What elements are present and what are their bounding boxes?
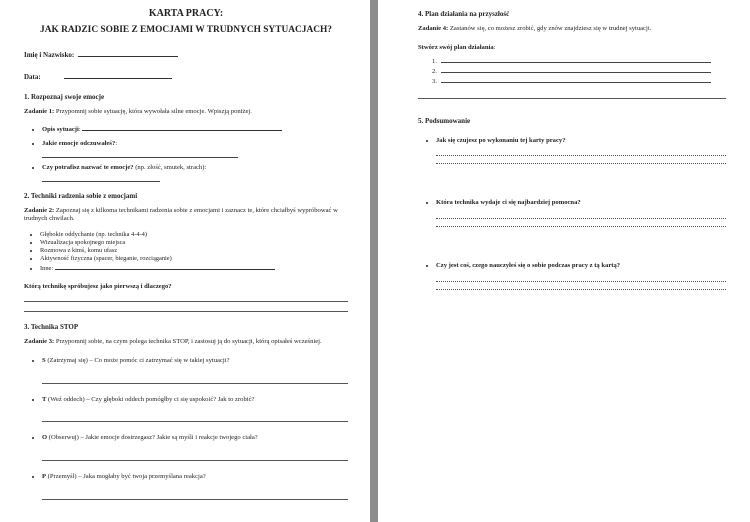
task-4-text: Zastanów się, co możesz zrobić, gdy znów znajdziesz się w trudnej sytuacji. — [449, 25, 652, 32]
section-5-heading: 5. Podsumowanie — [418, 116, 471, 125]
task-3 — [24, 338, 348, 347]
section-2-question: Którą technikę spróbujesz jako pierwszą i dlaczego? — [24, 283, 172, 291]
plan-label: Stwórz swój plan działania: — [418, 43, 496, 51]
name-field[interactable] — [24, 49, 348, 59]
section-1-heading: 1. Rozpoznaj swoje emocje — [24, 93, 105, 101]
task-3-label: Zadanie 3: — [24, 338, 55, 346]
answer-line[interactable] — [418, 95, 726, 99]
date-label: Data: — [24, 73, 41, 81]
task-4 — [418, 25, 726, 34]
plan-line[interactable] — [441, 67, 711, 73]
summary-question: • Która technika wydaje ci się najbardziej pomocna? — [436, 199, 726, 256]
plan-line[interactable] — [441, 77, 711, 83]
stop-step-p: • P (Przemyśl) – Jaka mogłaby być twoja przemyślana reakcja? — [42, 473, 348, 500]
technique-item[interactable]: • Wizualizacja spokojnego miejsca — [40, 239, 348, 247]
plan-line[interactable] — [441, 57, 711, 63]
task-1-text: Przypomnij sobie sytuację, która wywołała silne emocje. Wpiszją poniżej. — [55, 108, 252, 115]
section-1-prompts — [24, 124, 348, 182]
date-field[interactable] — [24, 71, 348, 81]
answer-line[interactable] — [42, 177, 160, 182]
plan-item[interactable]: 3. — [432, 77, 726, 85]
summary-question: • Jak się czujesz po wykonaniu tej karty pracy? — [436, 137, 726, 194]
task-4-label: Zadanie 4: — [418, 25, 449, 32]
worksheet-page-1 — [0, 0, 370, 522]
task-1-label: Zadanie 1: — [24, 108, 55, 115]
answer-line[interactable] — [42, 457, 348, 461]
prompt-emotions: • Jakie emocje odczuwałeś?: — [42, 140, 348, 158]
plan-list — [418, 57, 726, 85]
answer-line[interactable] — [42, 153, 238, 158]
answer-line[interactable] — [24, 298, 348, 302]
stop-steps — [24, 357, 348, 499]
answer-line[interactable] — [42, 418, 348, 422]
plan-item[interactable]: 2. — [432, 67, 726, 75]
section-3-heading: 3. Technika STOP — [24, 323, 79, 332]
answer-line[interactable] — [436, 285, 726, 290]
task-2-label: Zadanie 2: — [24, 206, 55, 214]
answer-line[interactable] — [436, 222, 726, 227]
section-2-heading: 2. Techniki radzenia sobie z emocjami — [24, 191, 138, 200]
stop-step-s: • S (Zatrzymaj się) – Co może pomóc ci zatrzymać się w takiej sytuacji? — [42, 357, 348, 384]
task-1 — [24, 108, 348, 117]
prompt-situation: • Opis sytuacji: — [42, 124, 348, 135]
answer-line[interactable] — [42, 380, 348, 384]
technique-item[interactable]: • Rozmowa z kimś, komu ufasz — [40, 247, 348, 255]
worksheet-subtitle: JAK RADZIC SOBIE Z EMOCJAMI W TRUDNYCH SYTUACJACH? — [40, 25, 332, 35]
answer-line[interactable] — [82, 124, 282, 131]
worksheet-page-2 — [378, 0, 750, 522]
technique-item[interactable]: • Aktywność fizyczna (spacer, bieganie, rozciąganie) — [40, 255, 348, 263]
task-3-text: Przypomnij sobie, na czym polega technika STOP, i zastosuj ją do sytuacji, którą opisałeś wcześniej. — [55, 338, 322, 346]
name-label: Imię i Nazwisko: — [24, 51, 75, 59]
task-2 — [24, 207, 348, 225]
section-4-heading: 4. Plan działania na przyszłość — [418, 10, 510, 18]
stop-step-o: • O (Obserwuj) – Jakie emocje dostrzegasz? Jakie są myśli i reakcje twojego ciała? — [42, 434, 348, 461]
task-2-text: Zapoznaj się z kilkoma technikami radzenia sobie z emocjami i zaznacz te, które chciałbyś wypróbować w trudnych chwilach. — [24, 206, 338, 223]
other-underline[interactable] — [55, 263, 275, 270]
answer-line[interactable] — [24, 308, 348, 312]
summary-questions — [418, 137, 726, 290]
prompt-name-emotions: • Czy potrafisz nazwać te emocje? (np. złość, smutek, strach): — [42, 164, 348, 182]
answer-line[interactable] — [42, 496, 348, 500]
technique-item[interactable]: • Głębokie oddychanie (np. technika 4-4-4) — [40, 231, 348, 239]
date-underline[interactable] — [64, 71, 172, 79]
stop-step-t: • T (Weź oddech) – Czy głęboki oddech pomógłby ci się uspokoić? Jak to zrobić? — [42, 396, 348, 423]
technique-item-other[interactable]: • Inne: — [40, 263, 348, 273]
name-underline[interactable] — [78, 49, 178, 57]
answer-line[interactable] — [436, 214, 726, 219]
answer-line[interactable] — [436, 151, 726, 156]
plan-item[interactable]: 1. — [432, 57, 726, 65]
worksheet-title: KARTA PRACY: — [148, 8, 224, 19]
answer-line[interactable] — [436, 277, 726, 282]
answer-line[interactable] — [436, 159, 726, 164]
summary-question: • Czy jest coś, czego nauczyłeś się o sobie podczas pracy z tą kartą? — [436, 262, 726, 290]
techniques-list — [24, 231, 348, 273]
